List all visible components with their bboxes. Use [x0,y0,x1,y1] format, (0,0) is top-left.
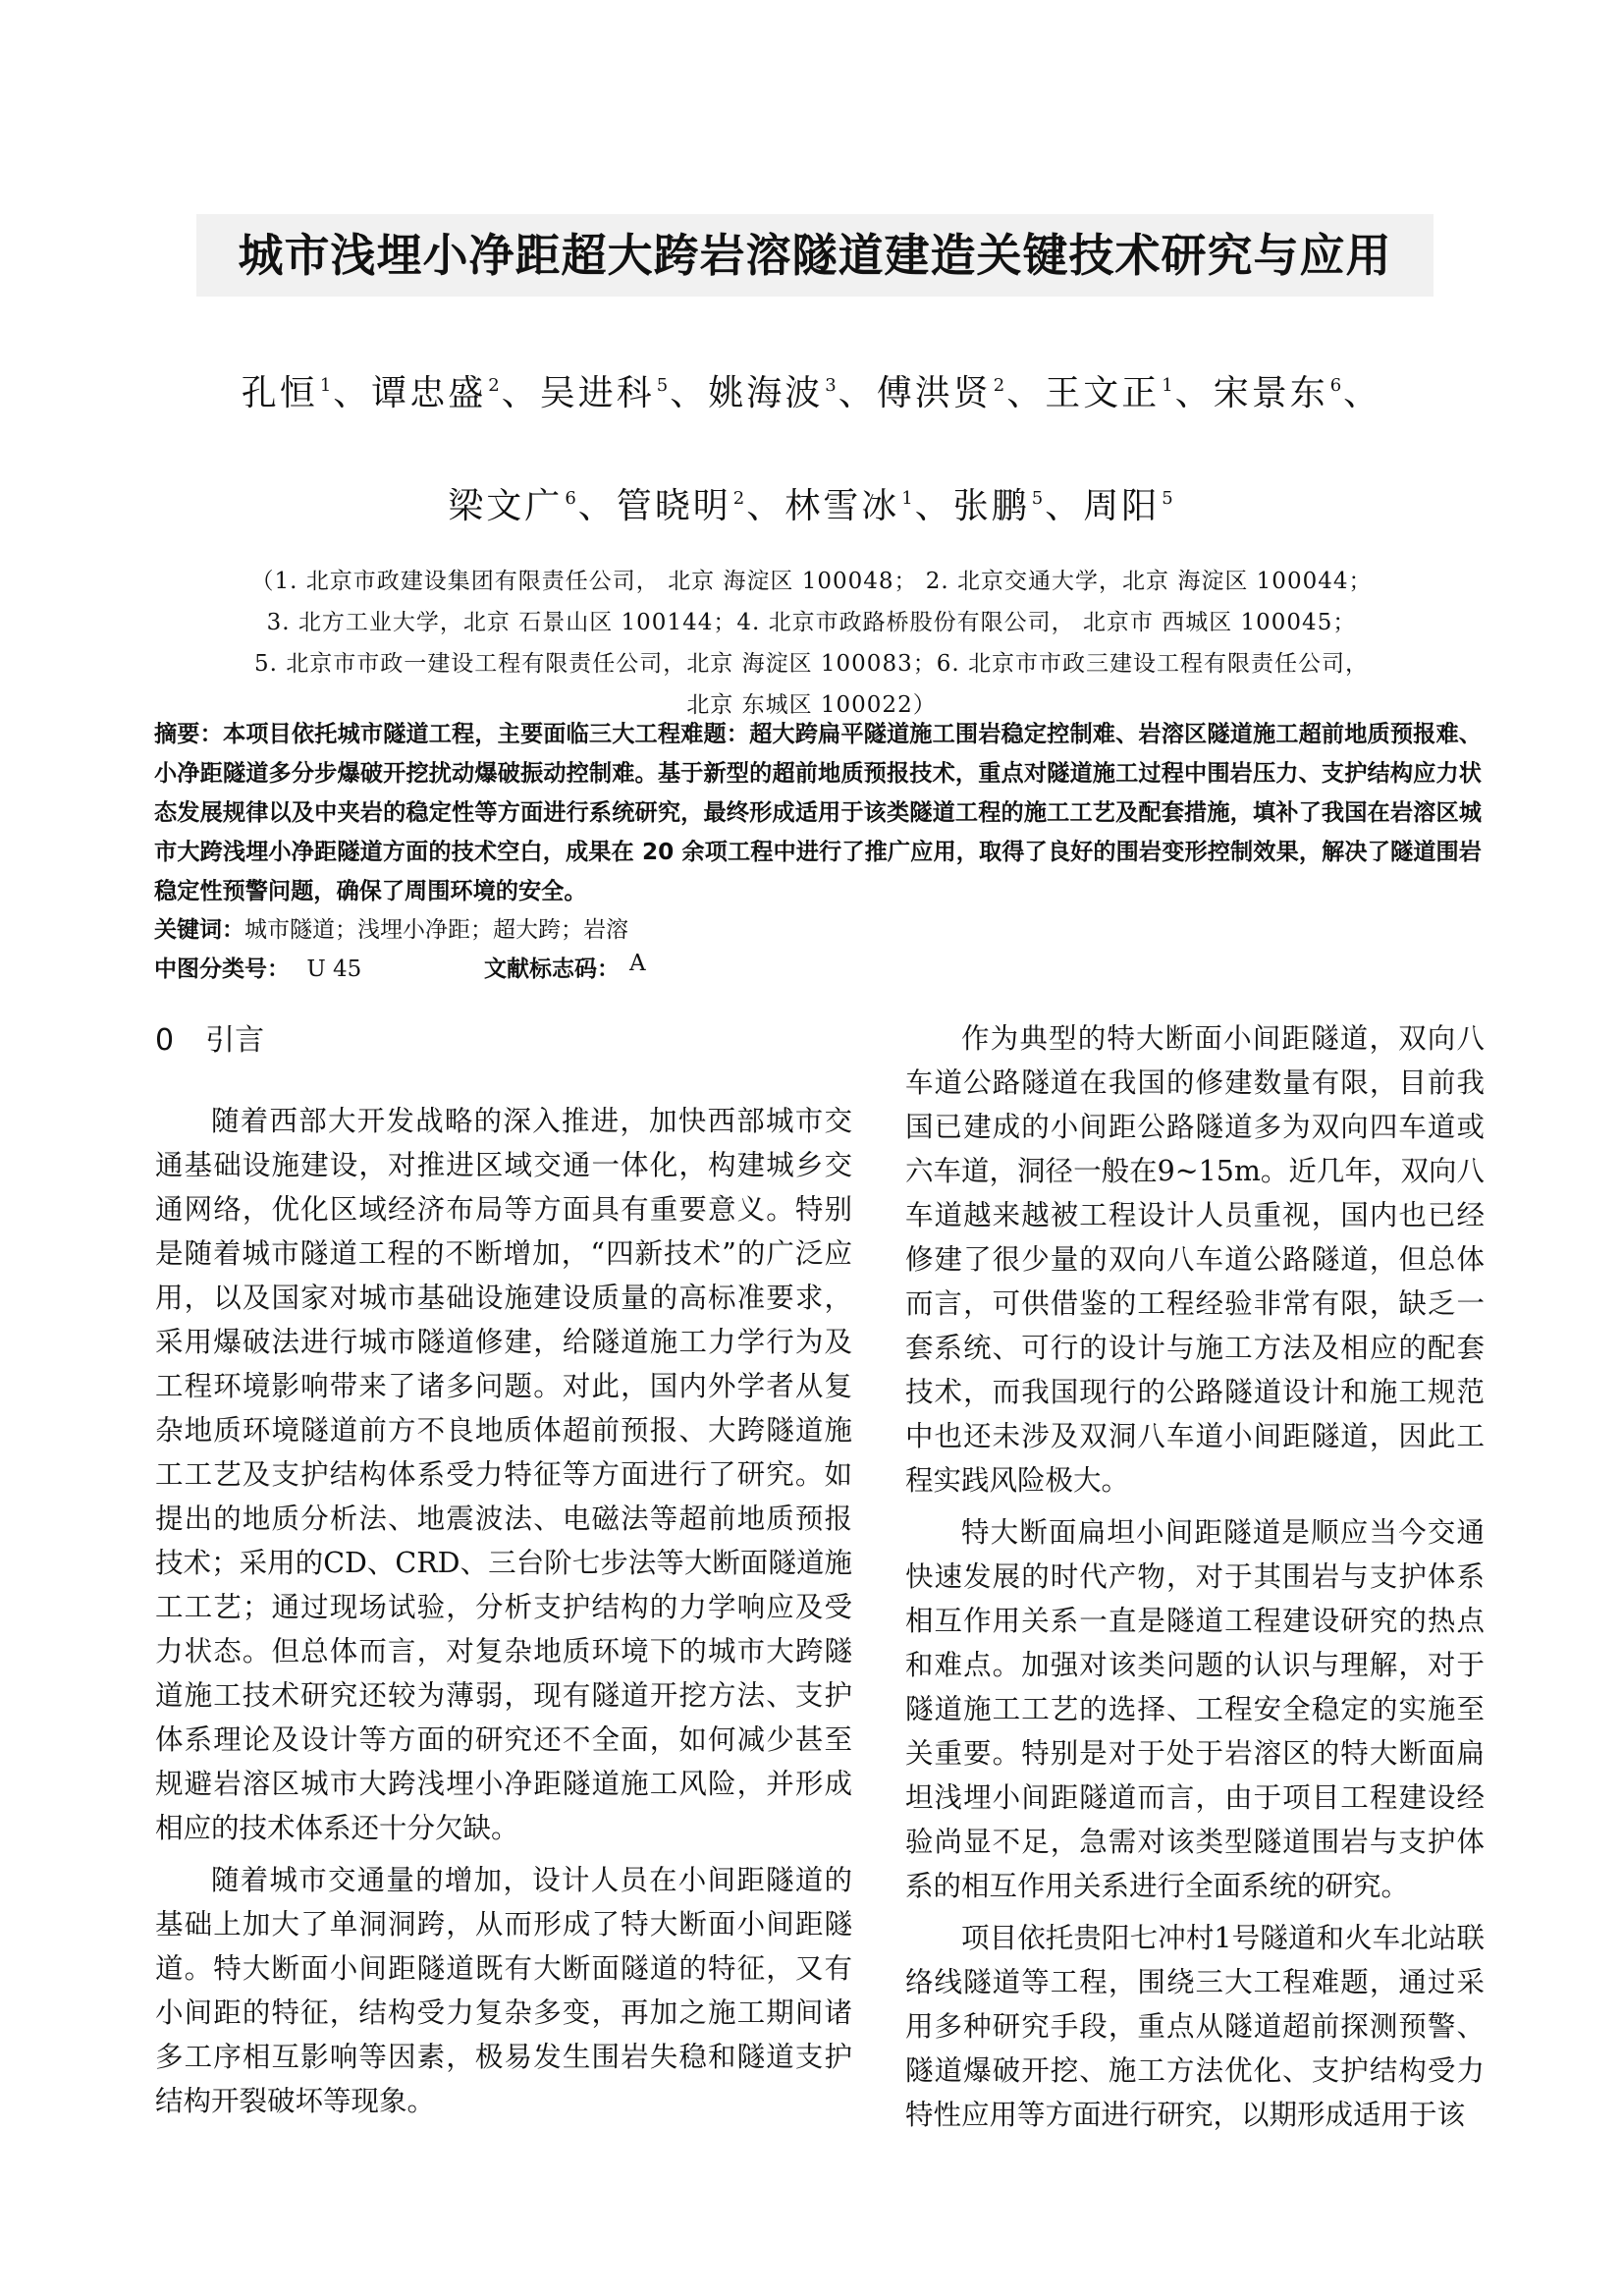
author-name: 管晓明 [616,486,731,526]
body-paragraph: 项目依托贵阳七冲村1号隧道和火车北站联络线隧道等工程，围绕三大工程难题，通过采用多种研究手段，重点从隧道超前探测预警、隧道爆破开挖、施工方法优化、支护结构受力特性应用等方面进行研究，以期形成适用于该 [905,1922,1485,2131]
affiliation-line: 5. 北京市市政一建设工程有限责任公司，北京 海淀区 100083；6. 北京市市政三建设工程有限责任公司， [254,651,1369,677]
author-name: 林雪冰 [784,486,900,526]
body-paragraph: 作为典型的特大断面小间距隧道，双向八车道公路隧道在我国的修建数量有限，目前我国已建成的小间距公路隧道多为双向四车道或六车道，洞径一般在9~15m。近几年，双向八车道越来越被工程设计人员重视，国内也已经修建了很少量的双向八车道公路隧道，但总体而言，可供借鉴的工程经验非常有限，缺乏一套系统、可行的设计与施工方法及相应的配套技术，而我国现行的公路隧道设计和施工规范中也还未涉及双洞八车道小间距隧道，因此工程实践风险极大。 [905,1022,1485,1497]
author-name: 吴进科 [539,373,655,413]
author-affiliation-marker: 1 [901,488,913,509]
affiliation-line: 3. 北方工业大学，北京 石景山区 100144；4. 北京市政路桥股份有限公司， 北京市 西城区 100045； [266,610,1357,635]
right-column [905,1016,1485,2137]
abstract-text: 本项目依托城市隧道工程，主要面临三大工程难题：超大跨扁平隧道施工围岩稳定控制难、岩溶区隧道施工超前地质预报难、小净距隧道多分步爆破开挖扰动爆破振动控制难。基于新型的超前地质预报技术，重点对隧道施工过程中围岩压力、支护结构应力状态发展规律以及中夹岩的稳定性等方面进行系统研究，最终形成适用于该类隧道工程的施工工艺及配套措施，填补了我国在岩溶区城市大跨浅埋小净距隧道方面的技术空白，成果在 20 余项工程中进行了推广应用，取得了良好的围岩变形控制效果，解决了隧道围岩稳定性预警问题，确保了周围环境的安全。 [154,721,1482,904]
author-separator: 、 [577,486,617,526]
classification-value: U 45 [306,957,362,982]
keywords-label: 关键词： [154,917,244,943]
author-separator: 、 [333,373,372,413]
keywords-text: 城市隧道；浅埋小净距；超大跨；岩溶 [244,917,628,943]
document-code-label: 文献标志码： [484,957,620,982]
classification-row [154,951,1482,983]
author-name: 孔恒 [241,373,318,413]
abstract [154,715,1482,911]
left-column [155,1016,852,2123]
author-affiliation-marker: 5 [656,375,669,396]
author-separator: 、 [501,373,540,413]
section-heading [155,1016,852,1066]
author-name: 梁文广 [448,486,564,526]
author-separator: 、 [838,373,877,413]
author-affiliation-marker: 2 [488,375,500,396]
author-affiliation-marker: 1 [319,375,332,396]
author-affiliation-marker: 5 [1162,488,1173,509]
author-affiliation-marker: 6 [565,488,576,509]
author-affiliation-marker: 2 [732,488,745,509]
author-name: 张鹏 [952,486,1030,526]
author-name: 傅洪贤 [876,373,992,413]
author-separator: 、 [1343,373,1382,413]
author-separator: 、 [670,373,709,413]
section-number: 0 [155,1023,175,1058]
author-affiliation-marker: 6 [1329,375,1342,396]
body-paragraph: 随着西部大开发战略的深入推进，加快西部城市交通基础设施建设，对推进区域交通一体化，构建城乡交通网络，优化区域经济布局等方面具有重要意义。特别是随着城市隧道工程的不断增加，“四新技术”的广泛应用，以及国家对城市基础设施建设质量的高标准要求，采用爆破法进行城市隧道修建，给隧道施工力学行为及工程环境影响带来了诸多问题。对此，国内外学者从复杂地质环境隧道前方不良地质体超前预报、大跨隧道施工工艺及支护结构体系受力特征等方面进行了研究。如提出的地质分析法、地震波法、电磁法等超前地质预报技术；采用的CD、CRD、三台阶七步法等大断面隧道施工工艺；通过现场试验，分析支护结构的力学响应及受力状态。但总体而言，对复杂地质环境下的城市大跨隧道施工技术研究还较为薄弱，现有隧道开挖方法、支护体系理论及设计等方面的研究还不全面，如何减少甚至规避岩溶区城市大跨浅埋小净距隧道施工风险，并形成相应的技术体系还十分欠缺。 [155,1105,852,1844]
author-separator: 、 [1045,486,1084,526]
author-affiliation-marker: 1 [1162,375,1173,396]
author-affiliation-marker: 2 [993,375,1005,396]
author-name: 宋景东 [1213,373,1328,413]
author-list-line-1 [0,365,1623,415]
author-separator: 、 [1006,373,1046,413]
author-separator: 、 [1174,373,1214,413]
keywords [154,911,628,944]
author-name: 周阳 [1083,486,1161,526]
classification-label: 中图分类号： [154,957,290,982]
author-separator: 、 [914,486,953,526]
body-paragraph: 特大断面扁坦小间距隧道是顺应当今交通快速发展的时代产物，对于其围岩与支护体系相互作用关系一直是隧道工程建设研究的热点和难点。加强对该类问题的认识与理解，对于隧道施工工艺的选择、工程安全稳定的实施至关重要。特别是对于处于岩溶区的特大断面扁坦浅埋小间距隧道而言，由于项目工程建设经验尚显不足，急需对该类型隧道围岩与支护体系的相互作用关系进行全面系统的研究。 [905,1516,1485,1902]
document-code-value: A [629,951,646,976]
affiliation-line: 北京 东城区 100022） [686,692,937,718]
author-separator: 、 [746,486,785,526]
author-affiliation-marker: 3 [825,375,837,396]
author-name: 王文正 [1045,373,1161,413]
author-list-line-2 [0,478,1623,528]
author-name: 姚海波 [708,373,824,413]
paper-title: 城市浅埋小净距超大跨岩溶隧道建造关键技术研究与应用 [196,214,1434,297]
author-affiliation-marker: 5 [1031,488,1044,509]
abstract-label: 摘要： [154,721,223,747]
section-title: 引言 [205,1023,265,1058]
affiliation-line: （1. 北京市政建设集团有限责任公司， 北京 海淀区 100048； 2. 北京交通大学，北京 海淀区 100044； [250,569,1373,594]
author-name: 谭忠盛 [371,373,487,413]
body-paragraph: 随着城市交通量的增加，设计人员在小间距隧道的基础上加大了单洞洞跨，从而形成了特大断面小间距隧道。特大断面小间距隧道既有大断面隧道的特征，又有小间距的特征，结构受力复杂多变，再加之施工期间诸多工序相互影响等因素，极易发生围岩失稳和隧道支护结构开裂破坏等现象。 [155,1864,852,2117]
